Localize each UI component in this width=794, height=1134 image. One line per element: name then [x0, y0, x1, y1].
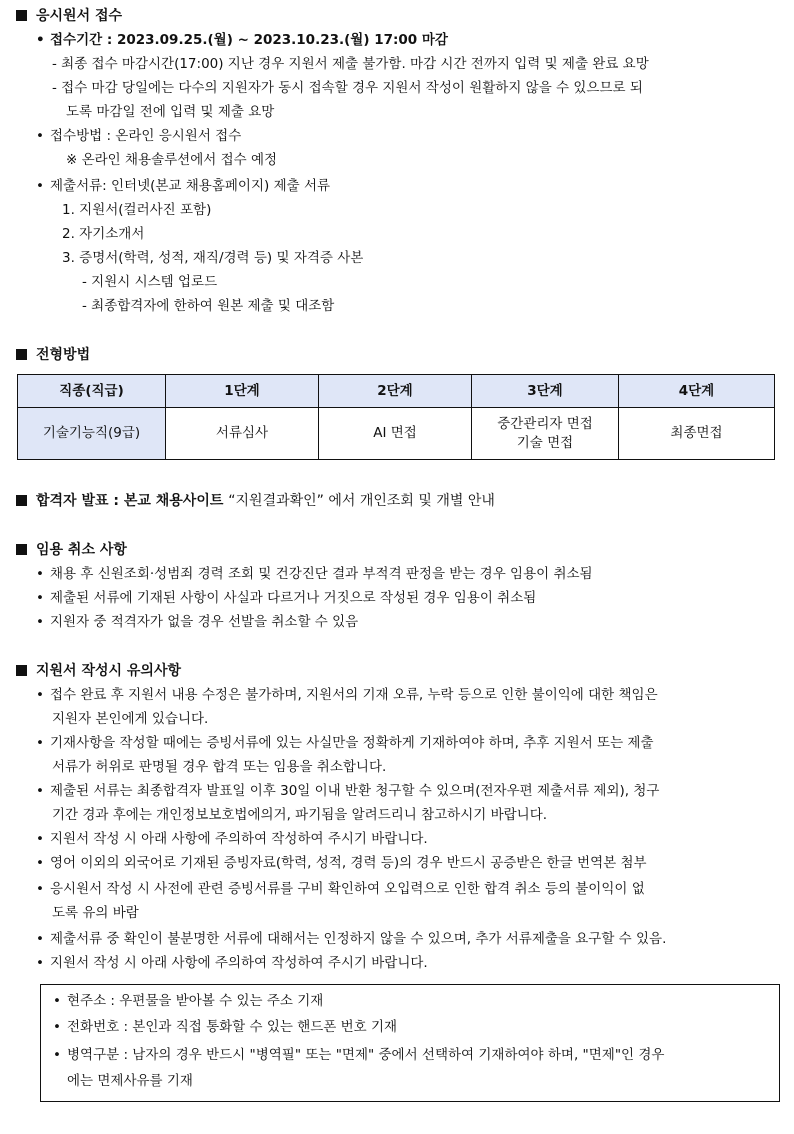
- box-item-military-cont: 에는 면제사유를 기재: [67, 1073, 193, 1089]
- cell-stage-4: 최종면접: [670, 425, 723, 441]
- period-note-2-cont: 도록 마감일 전에 입력 및 제출 요망: [66, 104, 275, 120]
- cell-stage-3: [472, 408, 619, 459]
- section-title-cancellation: [16, 540, 127, 560]
- box-item-military: • 병역구분 : 남자의 경우 반드시 "병역필" 또는 "면제" 중에서 선택하여 기재하여야 하며, "면제"인 경우: [53, 1045, 664, 1065]
- precaution-detail-box: [40, 984, 780, 1102]
- precaution-item-cont: 도록 유의 바람: [52, 905, 139, 921]
- precaution-item: • 응시원서 작성 시 사전에 관련 증빙서류를 구비 확인하여 오입력으로 인한 합격 취소 등의 불이익이 없: [36, 879, 645, 899]
- square-bullet-icon: [16, 544, 27, 555]
- header-stage-3: 3단계: [472, 375, 619, 407]
- document-item-3: 3. 증명서(학력, 성적, 재직/경력 등) 및 자격증 사본: [62, 250, 364, 266]
- application-method: • 접수방법 : 온라인 응시원서 접수: [36, 126, 241, 146]
- period-note-1: - 최종 접수 마감시간(17:00) 지난 경우 지원서 제출 불가함. 마감 시간 전까지 입력 및 제출 완료 요망: [52, 56, 649, 72]
- precaution-item-cont: 지원자 본인에게 있습니다.: [52, 711, 209, 727]
- required-documents: • 제출서류: 인터넷(본교 채용홈페이지) 제출 서류: [36, 176, 330, 196]
- header-job-type: 직종(직급): [18, 375, 166, 407]
- square-bullet-icon: [16, 495, 27, 506]
- section-title-text: 지원서 작성시 유의사항: [36, 663, 181, 679]
- precaution-item-cont: 서류가 허위로 판명될 경우 합격 또는 임용을 취소합니다.: [52, 759, 387, 775]
- cancellation-item: • 지원자 중 적격자가 없을 경우 선발을 취소할 수 있음: [36, 612, 358, 632]
- period-note-2: - 접수 마감 당일에는 다수의 지원자가 동시 접속할 경우 지원서 작성이 원활하지 않을 수 있으므로 되: [52, 80, 643, 96]
- square-bullet-icon: [16, 10, 27, 21]
- header-stage-1: 1단계: [166, 375, 319, 407]
- precaution-item: • 제출된 서류는 최종합격자 발표일 이후 30일 이내 반환 청구할 수 있으며(전자우편 제출서류 제외), 청구: [36, 781, 659, 801]
- section-title-text: 전형방법: [36, 347, 91, 363]
- table-header-row: [18, 375, 774, 408]
- square-bullet-icon: [16, 665, 27, 676]
- section-title-selection: [16, 345, 90, 365]
- section-title-text: 임용 취소 사항: [36, 542, 127, 558]
- precaution-item: • 지원서 작성 시 아래 사항에 주의하여 작성하여 주시기 바랍니다.: [36, 953, 428, 973]
- box-item-address: • 현주소 : 우편물을 받아볼 수 있는 주소 기재: [53, 991, 323, 1011]
- cell-stage-2: AI 면접: [319, 408, 472, 459]
- section-title-application: [16, 6, 122, 26]
- precaution-item: • 제출서류 중 확인이 불분명한 서류에 대해서는 인정하지 않을 수 있으며, 추가 서류제출을 요구할 수 있음.: [36, 929, 666, 949]
- box-item-phone: • 전화번호 : 본인과 직접 통화할 수 있는 핸드폰 번호 기재: [53, 1017, 397, 1037]
- cell-stage-1: 서류심사: [166, 408, 319, 459]
- application-method-note: ※ 온라인 채용솔루션에서 접수 예정: [66, 152, 278, 168]
- announcement-detail: “지원결과확인” 에서 개인조회 및 개별 안내: [228, 493, 495, 509]
- header-stage-4: 4단계: [619, 375, 774, 407]
- precaution-item: • 기재사항을 작성할 때에는 증빙서류에 있는 사실만을 정확하게 기재하여야 하며, 추후 지원서 또는 제출: [36, 733, 654, 753]
- header-stage-2: 2단계: [319, 375, 472, 407]
- precaution-item: • 접수 완료 후 지원서 내용 수정은 불가하며, 지원서의 기재 오류, 누락 등으로 인한 불이익에 대한 책임은: [36, 685, 658, 705]
- document-item-2: 2. 자기소개서: [62, 226, 145, 242]
- section-title-precautions: [16, 661, 181, 681]
- cell-job-type: 기술기능직(9급): [18, 408, 166, 459]
- section-title-announcement: [16, 491, 495, 511]
- precaution-item: • 영어 이외의 외국어로 기재된 증빙자료(학력, 성적, 경력 등)의 경우 반드시 공증받은 한글 번역본 첨부: [36, 853, 647, 873]
- precaution-item-cont: 기간 경과 후에는 개인정보보호법에의거, 파기됨을 알려드리니 참고하시기 바랍니다.: [52, 807, 548, 823]
- cell-stage-3-line-1: 중간관리자 면접: [497, 415, 593, 432]
- square-bullet-icon: [16, 349, 27, 360]
- table-row: [18, 408, 774, 459]
- cancellation-item: • 제출된 서류에 기재된 사항이 사실과 다르거나 거짓으로 작성된 경우 임용이 취소됨: [36, 588, 536, 608]
- cell-stage-3-line-2: 기술 면접: [516, 434, 574, 451]
- document-item-3-original: - 최종합격자에 한하여 원본 제출 및 대조함: [82, 298, 335, 314]
- precaution-item: • 지원서 작성 시 아래 사항에 주의하여 작성하여 주시기 바랍니다.: [36, 829, 428, 849]
- application-period: • 접수기간 : 2023.09.25.(월) ~ 2023.10.23.(월) 17:00 마감: [36, 30, 448, 50]
- section-title-text: 응시원서 접수: [36, 8, 123, 24]
- document-item-1: 1. 지원서(컬러사진 포함): [62, 202, 212, 218]
- cancellation-item: • 채용 후 신원조회·성범죄 경력 조회 및 건강진단 결과 부적격 판정을 받는 경우 임용이 취소됨: [36, 564, 593, 584]
- selection-table: [17, 374, 775, 460]
- section-title-text: 합격자 발표 : 본교 채용사이트: [36, 493, 224, 509]
- document-item-3-upload: - 지원시 시스템 업로드: [82, 274, 218, 290]
